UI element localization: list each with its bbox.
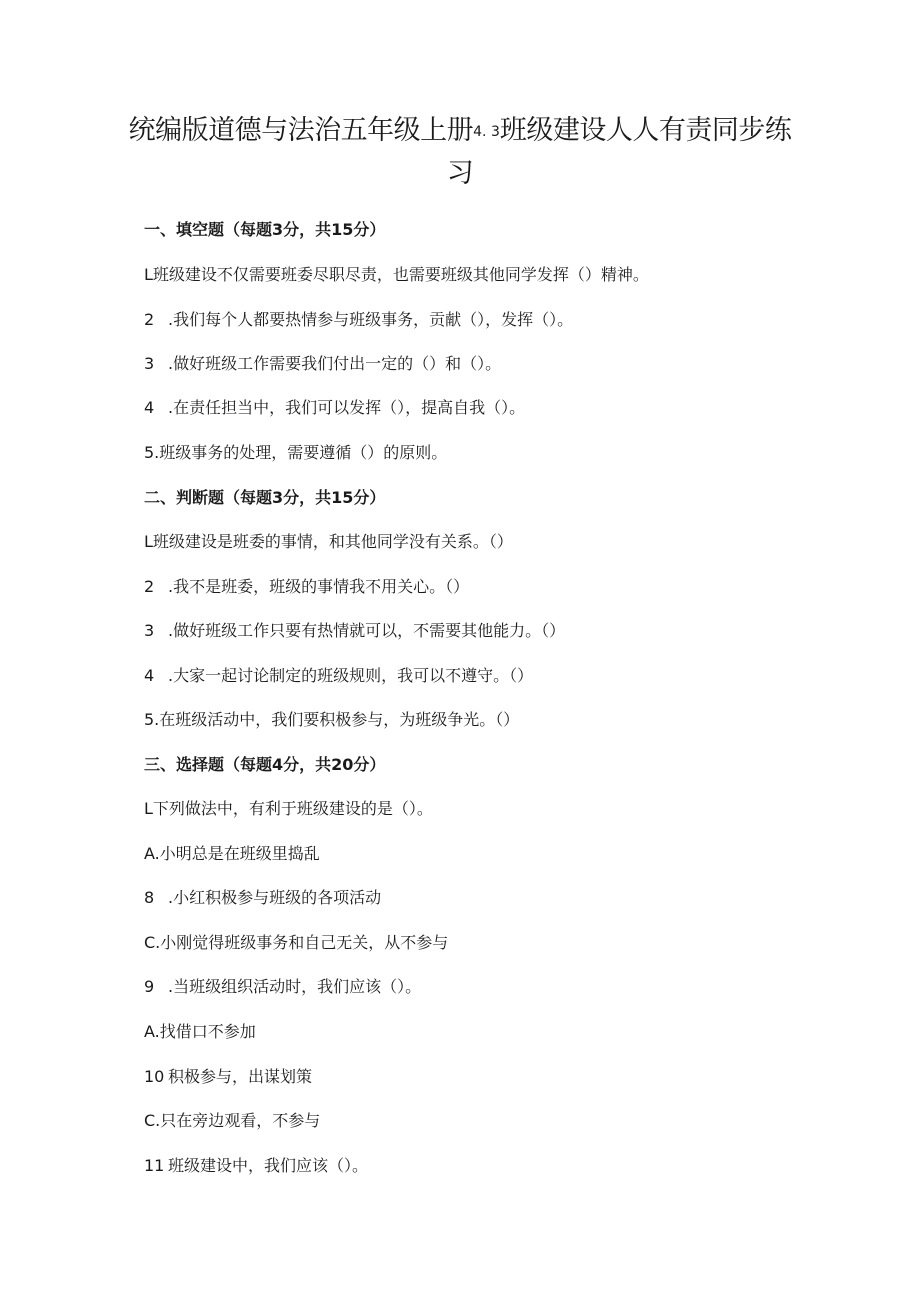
question-line: 2 .我们每个人都要热情参与班级事务，贡献（），发挥（）。 [144,310,574,329]
question-line: L下列做法中，有利于班级建设的是（）。 [144,799,433,818]
question-line: 2 .我不是班委，班级的事情我不用关心。（） [144,577,470,596]
title-lesson-number: 4. 3 [473,124,500,140]
section-heading-true-false: 二、判断题（每题3分，共15分） [144,488,386,507]
question-line: 3 .做好班级工作只要有热情就可以，不需要其他能力。（） [144,621,566,640]
option-line: C.小刚觉得班级事务和自己无关，从不参与 [144,933,449,952]
option-line: A.小明总是在班级里捣乱 [144,844,320,863]
option-line: 8 .小红积极参与班级的各项活动 [144,888,382,907]
section-heading-fill-in: 一、填空题（每题3分，共15分） [144,220,386,239]
option-line: 10 积极参与，出谋划策 [144,1067,313,1086]
question-line: 4 .在责任担当中，我们可以发挥（），提高自我（）。 [144,398,526,417]
option-line: C.只在旁边观看，不参与 [144,1111,321,1130]
title-part-1: 统编版道德与法治五年级上册 [128,115,474,146]
question-line: L班级建设不仅需要班委尽职尽责，也需要班级其他同学发挥（）精神。 [144,265,649,284]
question-line: 5.班级事务的处理，需要遵循（）的原则。 [144,443,448,462]
document-title [120,110,800,195]
question-line: L班级建设是班委的事情，和其他同学没有关系。（） [144,532,513,551]
question-line: 9 .当班级组织活动时，我们应该（）。 [144,977,422,996]
question-line: 11 班级建设中，我们应该（）。 [144,1156,369,1175]
question-line: 5.在班级活动中，我们要积极参与，为班级争光。（） [144,710,520,729]
title-part-2: 班级建设人人有责同步练习 [446,115,792,189]
question-line: 3 .做好班级工作需要我们付出一定的（）和（）。 [144,354,502,373]
option-line: A.找借口不参加 [144,1022,256,1041]
question-line: 4 .大家一起讨论制定的班级规则，我可以不遵守。（） [144,666,534,685]
section-heading-multiple-choice: 三、选择题（每题4分，共20分） [144,755,386,774]
